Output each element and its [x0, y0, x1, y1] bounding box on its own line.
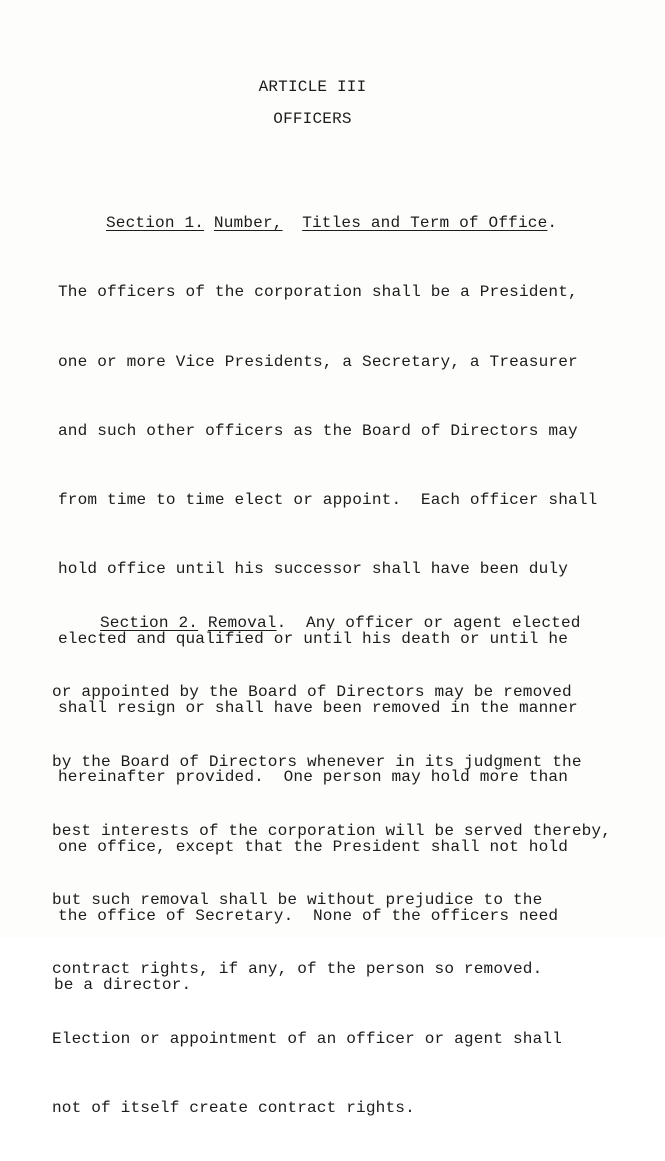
section-1-line: hereinafter provided. One person may hold more than: [58, 768, 569, 787]
section-1-heading-line: [58, 207, 597, 240]
section-2-line: contract rights, if any, of the person so removed.: [52, 960, 543, 979]
section-1-line: from time to time elect or appoint. Each officer shall: [58, 491, 598, 510]
section-1-heading-period: .: [547, 214, 558, 232]
section-1-line: the office of Secretary. None of the officers need: [58, 906, 559, 925]
section-2-heading: Removal: [207, 614, 277, 632]
article-heading: ARTICLE III: [258, 78, 367, 96]
section-2-line: by the Board of Directors whenever in its judgment the: [52, 752, 582, 771]
section-1-line: and such other officers as the Board of Directors may: [58, 421, 578, 440]
section-1-line: shall resign or shall have been removed in the manner: [58, 699, 578, 718]
section-2-line: best interests of the corporation will be served thereby,: [52, 821, 612, 840]
section-2-first-line-rest: . Any officer or agent elected: [276, 614, 581, 632]
section-1-heading-part1: Number,: [213, 214, 283, 232]
section-1-line: elected and qualified or until his death or until he: [58, 629, 569, 648]
section-2-label: Section 2.: [100, 614, 199, 632]
section-1-label: Section 1.: [106, 214, 205, 232]
section-2: [52, 571, 611, 1161]
section-1-line: The officers of the corporation shall be a President,: [58, 283, 578, 302]
article-title: OFFICERS: [273, 110, 352, 128]
section-2-line: but such removal shall be without prejudice to the: [52, 891, 543, 910]
section-2-heading-line: [52, 607, 611, 640]
section-1-heading-part2: Titles and Term of Office: [302, 214, 548, 232]
section-1-line: one office, except that the President shall not hold: [58, 837, 569, 856]
section-1-line: hold office until his successor shall have been duly: [58, 560, 569, 579]
section-1-line: be a director.: [54, 976, 192, 995]
section-2-line: or appointed by the Board of Directors may be removed: [52, 683, 572, 702]
section-1-line: one or more Vice Presidents, a Secretary, a Treasurer: [58, 352, 578, 371]
section-2-line: Election or appointment of an officer or agent shall: [52, 1029, 563, 1048]
section-2-line: not of itself create contract rights.: [52, 1099, 415, 1118]
